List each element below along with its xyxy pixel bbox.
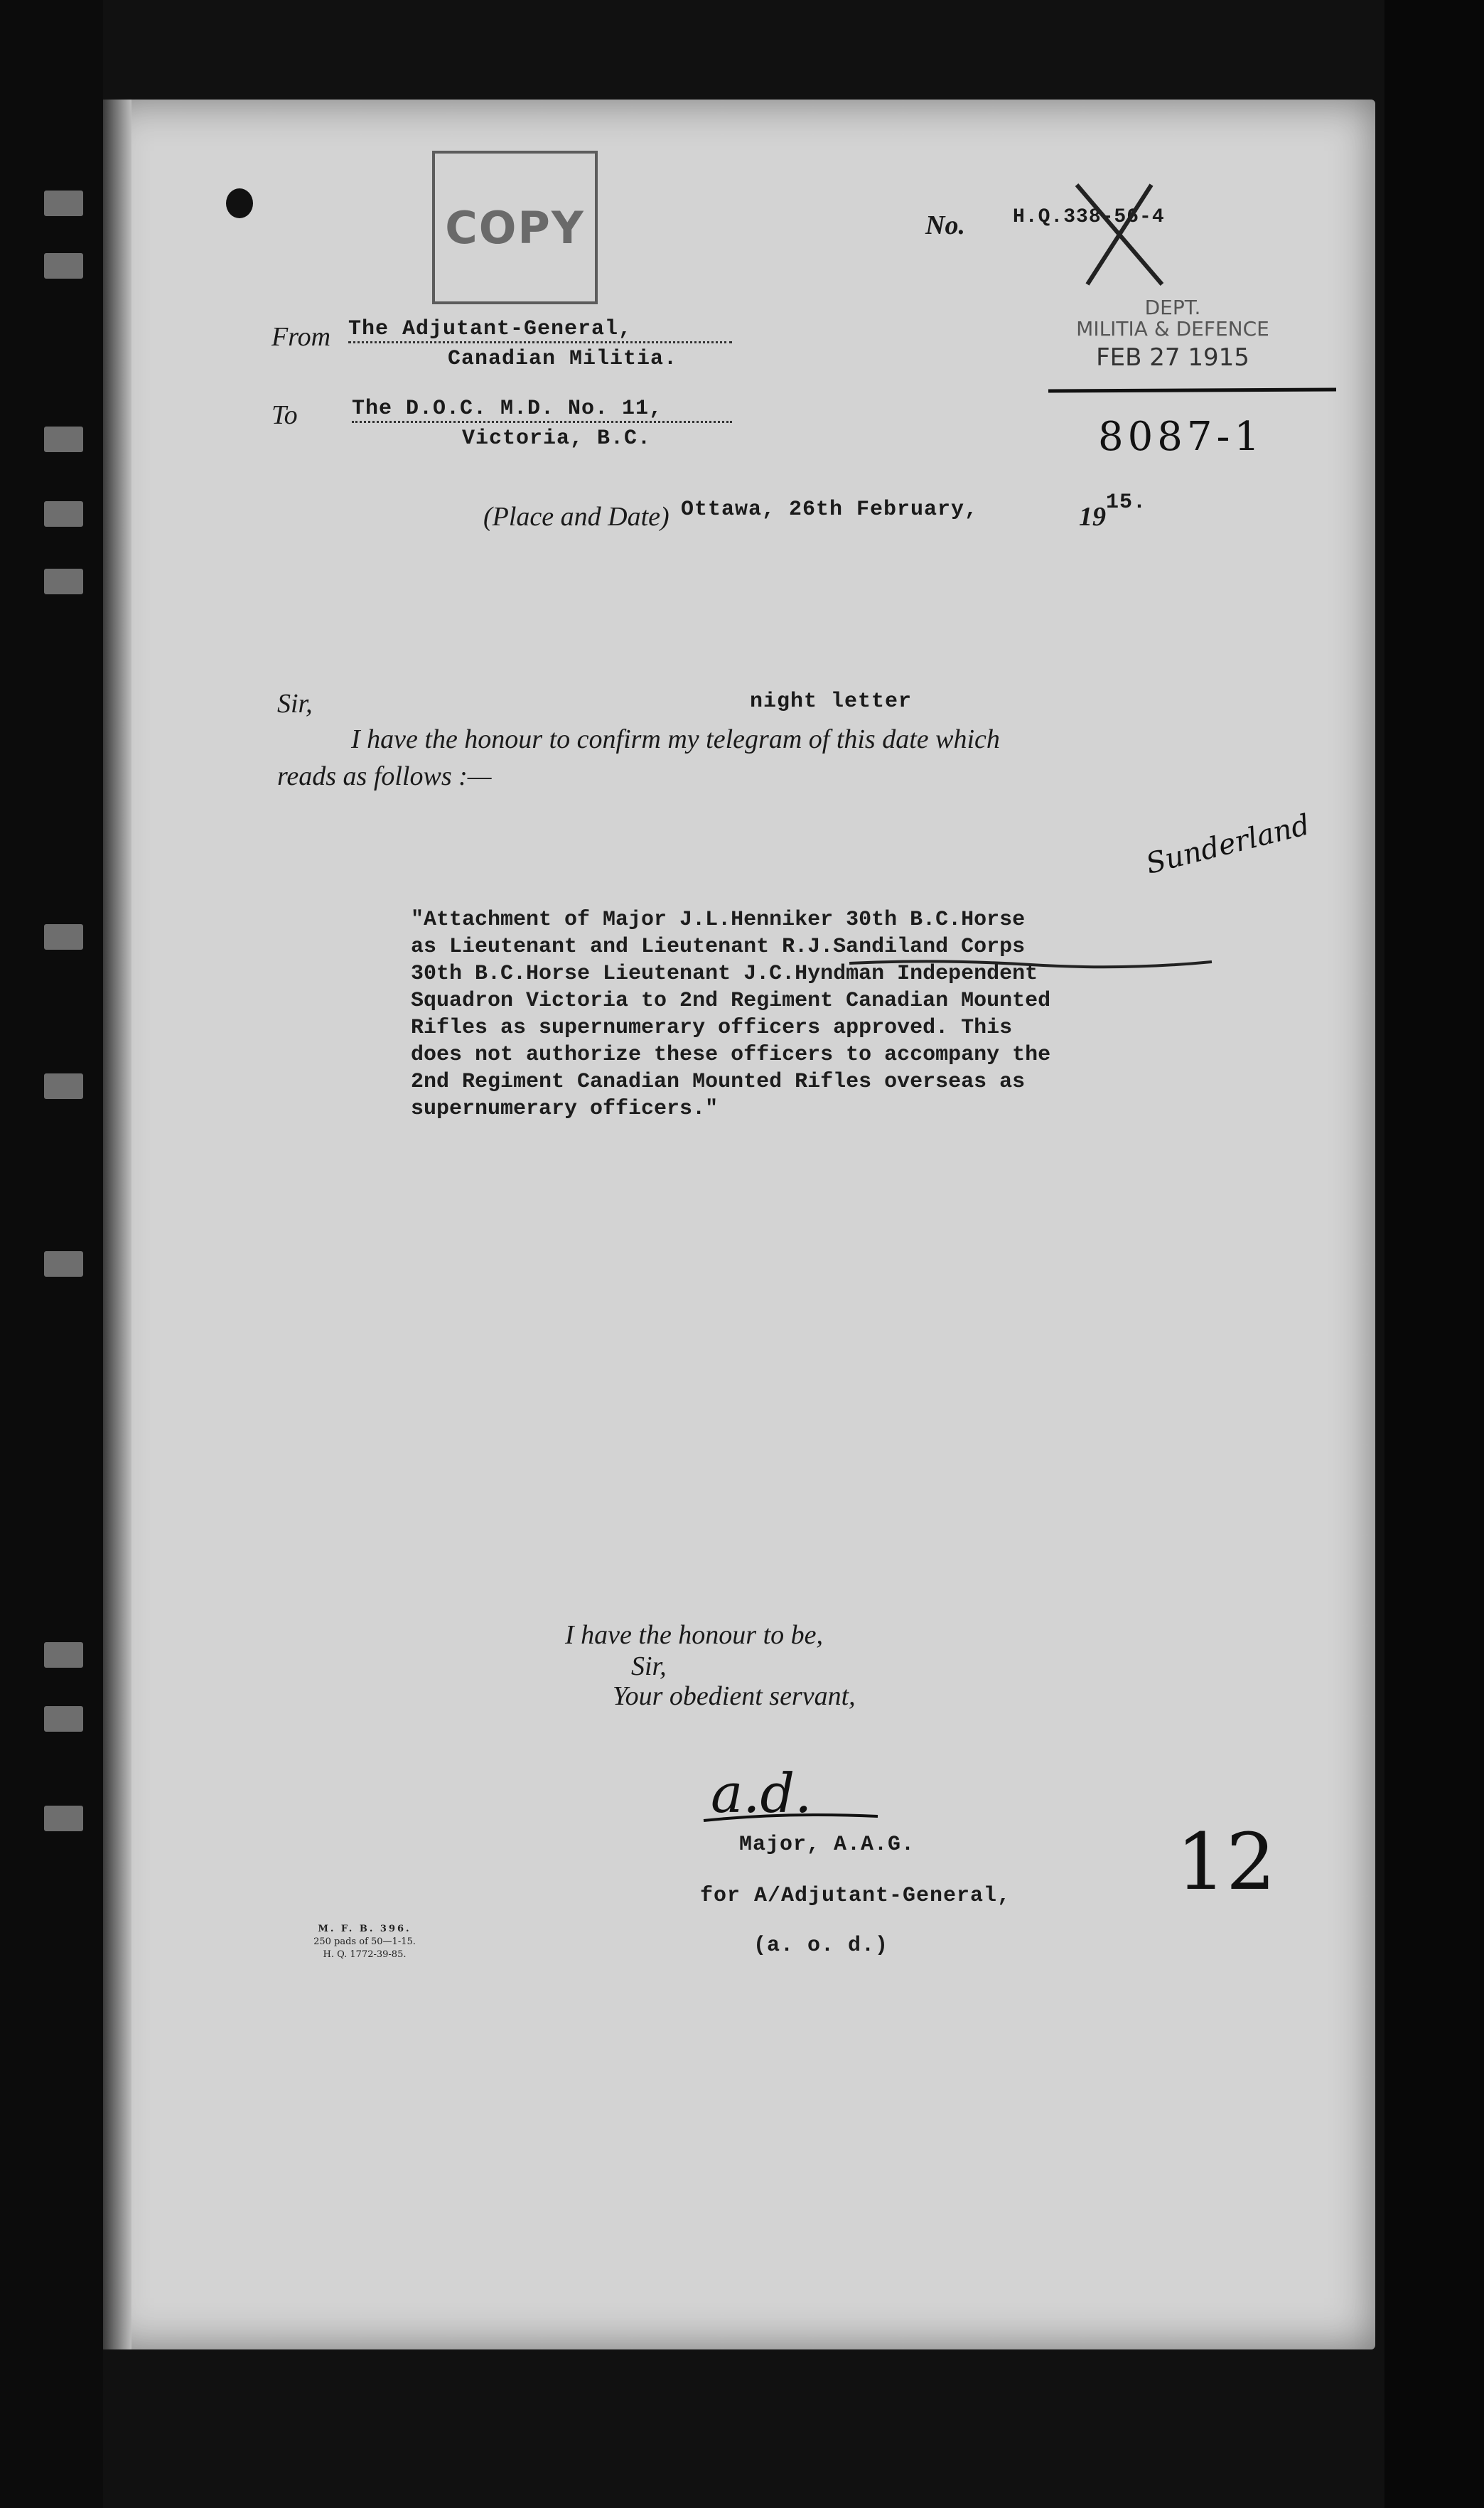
to-line1: The D.O.C. M.D. No. 11,: [352, 397, 732, 423]
telegram-line: "Attachment of Major J.L.Henniker 30th B.C.Horse: [411, 908, 1026, 932]
film-perforation: [44, 1706, 83, 1732]
punch-hole: [226, 188, 253, 218]
closing-line-2: Sir,: [631, 1651, 667, 1681]
film-perforation: [44, 427, 83, 452]
closing-line-1: I have the honour to be,: [565, 1620, 824, 1650]
from-line1: The Adjutant-General,: [348, 317, 732, 343]
year-prefix: 19: [1079, 502, 1106, 532]
salutation: Sir,: [277, 689, 313, 719]
film-perforation: [44, 1806, 83, 1831]
number-label: No.: [925, 210, 965, 240]
from-label: From: [271, 322, 331, 352]
film-perforation: [44, 1073, 83, 1099]
place-date-label: (Place and Date): [483, 502, 670, 532]
signatory-rank: Major, A.A.G.: [739, 1833, 915, 1857]
telegram-line: does not authorize these officers to accompany the: [411, 1043, 1051, 1067]
confirm-line-1: I have the honour to confirm my telegram of this date which: [351, 724, 1000, 754]
form-print-line-1: 250 pads of 50—1-15.: [313, 1936, 416, 1947]
handwritten-signature: a.d.: [711, 1762, 812, 1825]
film-perforation: [44, 924, 83, 950]
telegram-line: supernumerary officers.": [411, 1097, 719, 1121]
confirm-line-2: reads as follows :—: [277, 761, 492, 791]
telegram-body: [411, 906, 1050, 1122]
file-number-handwritten: 8087-1: [1098, 414, 1264, 460]
telegram-line: Squadron Victoria to 2nd Regiment Canadian Mounted: [411, 989, 1051, 1013]
strike-through-line: [1045, 377, 1343, 405]
from-line2: Canadian Militia.: [448, 347, 678, 371]
to-line2: Victoria, B.C.: [462, 427, 652, 451]
telegram-line: 30th B.C.Horse Lieutenant J.C.Hyndman Independent: [411, 962, 1038, 986]
number-value: H.Q.338-56-4: [1013, 206, 1165, 228]
telegram-line: 2nd Regiment Canadian Mounted Rifles overseas as: [411, 1070, 1026, 1094]
film-perforation: [44, 253, 83, 279]
year-suffix: 15.: [1106, 491, 1147, 515]
form-footer: [276, 1923, 453, 1961]
telegram-line: Rifles as supernumerary officers approved. This: [411, 1016, 1013, 1040]
film-perforation: [44, 1642, 83, 1668]
copy-stamp: COPY: [432, 151, 598, 304]
margin-note-handwritten: Sunderland: [1142, 808, 1313, 881]
film-perforation: [44, 191, 83, 216]
place-date-value: Ottawa, 26th February,: [681, 498, 979, 522]
signatory-initials: (a. o. d.): [753, 1934, 889, 1958]
film-strip-right: [1384, 0, 1484, 2508]
film-strip-left: [0, 0, 103, 2508]
signatory-for-line: for A/Adjutant-General,: [700, 1884, 1011, 1908]
page-edge-shadow: [103, 100, 131, 2349]
film-perforation: [44, 501, 83, 527]
closing-line-3: Your obedient servant,: [613, 1681, 856, 1711]
page-number-handwritten: 12: [1176, 1816, 1276, 1907]
telegram-line: as Lieutenant and Lieutenant R.J.Sandiland Corps: [411, 935, 1026, 959]
film-perforation: [44, 569, 83, 594]
underline-mark: [846, 956, 1215, 970]
night-letter-insertion: night letter: [750, 690, 913, 714]
form-code: M. F. B. 396.: [318, 1924, 412, 1934]
form-print-line-2: H. Q. 1772-39-85.: [323, 1949, 407, 1960]
cross-out-mark: [1066, 178, 1173, 291]
to-label: To: [271, 400, 298, 430]
signature-underline: [700, 1809, 885, 1826]
film-perforation: [44, 1251, 83, 1277]
dept-stamp: DEPT. MILITIA & DEFENCE FEB 27 1915: [1076, 296, 1269, 372]
